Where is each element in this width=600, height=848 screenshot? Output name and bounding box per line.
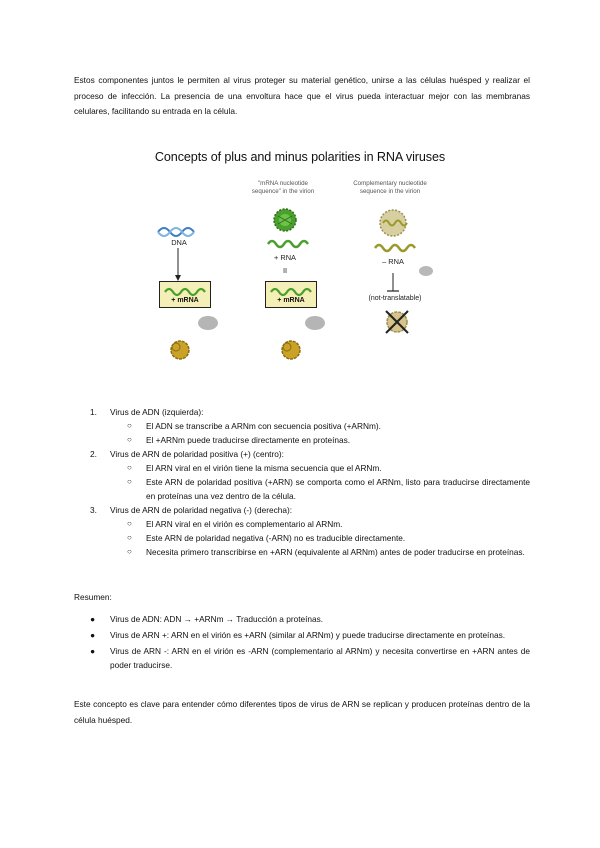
protein-middle-icon — [282, 341, 300, 359]
ribosome-icon — [419, 266, 433, 276]
intro-paragraph: Estos componentes juntos le permiten al virus proteger su material genético, unirse a las células huésped y realizar el proceso de infección. La presencia de una envoltura hace que el virus pueda interactuar mejor con las membranas celulares, facilitando su entrada en la célula. — [74, 75, 530, 116]
sub-text: El +ARNm puede traducirse directamente en proteínas. — [146, 435, 351, 445]
sub-text: Este ARN de polaridad negativa (-ARN) no es traducible directamente. — [146, 533, 406, 543]
list-number: 3. — [90, 505, 97, 515]
list-item-plus-rna-virus — [90, 447, 530, 503]
circle-bullet-icon: ○ — [127, 547, 132, 556]
sub-item — [90, 433, 530, 447]
minus-rna-label: – RNA — [382, 257, 404, 266]
circle-bullet-icon: ○ — [127, 533, 132, 542]
mrna-box-middle — [265, 281, 317, 308]
list-item-dna-virus — [90, 405, 530, 447]
protein-left-icon — [171, 341, 189, 359]
list-heading: Virus de ADN (izquierda): — [110, 407, 204, 417]
summary-item — [74, 644, 530, 672]
sub-text: El ADN se transcribe a ARNm con secuencia positiva (+ARNm). — [146, 421, 381, 431]
list-item-minus-rna-virus — [90, 503, 530, 559]
summary-item — [74, 612, 530, 626]
sub-text: Necesita primero transcribirse en +ARN (equivalente al ARNm) antes de poder traducirse en proteínas. — [146, 547, 525, 557]
ribosome-middle-icon — [305, 316, 325, 330]
sub-item — [90, 475, 530, 503]
sub-item — [90, 517, 530, 531]
right-label-line-1: Complementary nucleotide — [353, 180, 427, 187]
middle-label-line-2: sequence" in the virion — [251, 187, 315, 195]
plus-virion-icon — [274, 209, 296, 231]
mrna-wave-left-icon — [160, 284, 210, 298]
crossed-protein-icon — [386, 311, 408, 333]
sub-text: El ARN viral en el virión tiene la misma secuencia que el ARNm. — [146, 463, 382, 473]
bullet-icon: ● — [90, 646, 96, 656]
equals-label: II — [282, 266, 288, 275]
circle-bullet-icon: ○ — [127, 463, 132, 472]
bullet-icon: ● — [90, 614, 96, 624]
circle-bullet-icon: ○ — [127, 477, 132, 486]
summary-text: Virus de ADN: ADN → +ARNm → Traducción a proteínas. — [110, 614, 324, 624]
minus-virion-icon — [380, 210, 407, 236]
mrna-wave-middle-icon — [266, 284, 316, 298]
summary-item — [74, 628, 530, 642]
virus-types-list — [90, 405, 530, 559]
figure-title: Concepts of plus and minus polarities in RNA viruses — [154, 150, 446, 164]
list-number: 2. — [90, 449, 97, 459]
circle-bullet-icon: ○ — [127, 435, 132, 444]
minus-rna-wave-icon — [375, 245, 415, 251]
sub-item — [90, 545, 530, 559]
not-translatable-label: (not-translatable) — [368, 295, 422, 302]
sub-item — [90, 461, 530, 475]
summary-text: Virus de ARN +: ARN en el virión es +ARN (similar al ARNm) y puede traducirse directamente en proteínas. — [110, 630, 506, 640]
list-heading: Virus de ARN de polaridad positiva (+) (centro): — [110, 449, 284, 459]
rna-polarity-figure — [150, 150, 450, 370]
sub-text: El ARN viral en el virión es complementario al ARNm. — [146, 519, 343, 529]
sub-item — [90, 531, 530, 545]
mrna-label-left: + mRNA — [171, 297, 199, 304]
dna-helix-icon — [158, 228, 194, 236]
plus-rna-wave-icon — [268, 241, 308, 247]
summary-list — [74, 612, 530, 674]
conclusion-paragraph: Este concepto es clave para entender cómo diferentes tipos de virus de ARN se replican y producen proteínas dentro de la célula huésped. — [74, 699, 530, 725]
list-number: 1. — [90, 407, 97, 417]
resumen-heading: Resumen: — [74, 592, 112, 602]
right-label-line-2: sequence in the virion — [359, 187, 421, 195]
middle-label-line-1: "mRNA nucleotide — [257, 180, 308, 187]
mrna-label-middle: + mRNA — [277, 297, 305, 304]
mrna-box-left — [159, 281, 211, 308]
sub-text: Este ARN de polaridad positiva (+ARN) se comporta como el ARNm, listo para traducirse directamente en proteínas una vez dentro de la célula. — [146, 477, 530, 501]
summary-text: Virus de ARN -: ARN en el virión es -ARN (complementario al ARNm) y necesita convertirse en +ARN antes de poder traducirse. — [110, 646, 530, 670]
bullet-icon: ● — [90, 630, 96, 640]
ribosome-left-icon — [198, 316, 218, 330]
arrow-down-icon — [175, 248, 181, 281]
circle-bullet-icon: ○ — [127, 421, 132, 430]
sub-item — [90, 419, 530, 433]
dna-label: DNA — [171, 238, 187, 247]
circle-bullet-icon: ○ — [127, 519, 132, 528]
blocked-arrow-icon — [387, 273, 399, 291]
list-heading: Virus de ARN de polaridad negativa (-) (derecha): — [110, 505, 293, 515]
plus-rna-label: + RNA — [274, 253, 296, 262]
